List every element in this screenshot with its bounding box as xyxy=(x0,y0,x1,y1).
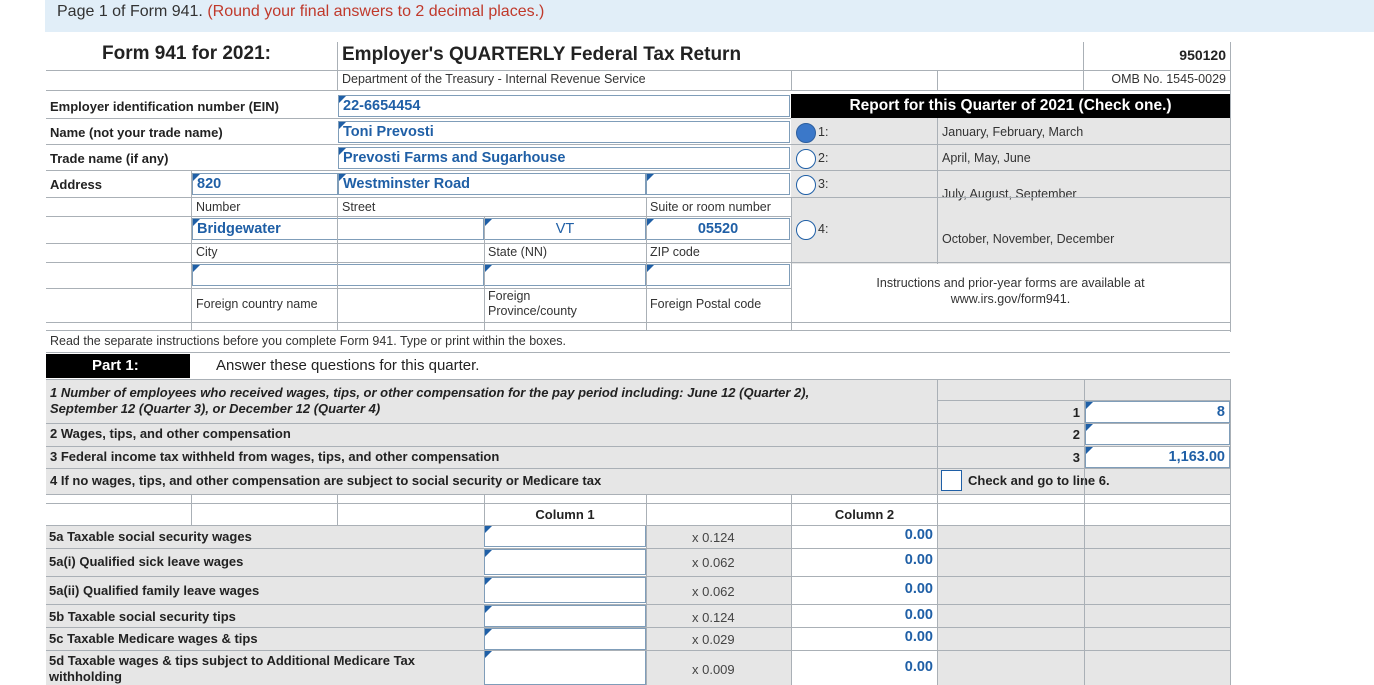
name-label: Name (not your trade name) xyxy=(50,125,223,140)
rule xyxy=(46,243,791,244)
rule xyxy=(46,322,1230,323)
row-5c-label: 5c Taxable Medicare wages & tips xyxy=(49,631,258,646)
foreign-postal-caption: Foreign Postal code xyxy=(650,297,762,311)
rule xyxy=(46,262,1230,263)
zip-field[interactable]: 05520 xyxy=(646,218,790,240)
quarter-1-number: 1: xyxy=(818,125,829,139)
line2-text: 2 Wages, tips, and other compensation xyxy=(50,426,291,441)
row-5ai-column1-field[interactable] xyxy=(484,549,646,575)
part1-label: Part 1: xyxy=(46,354,190,378)
quarter-1-radio[interactable] xyxy=(796,123,816,143)
address-label: Address xyxy=(50,177,103,192)
rule xyxy=(46,423,1230,424)
row-5a-label: 5a Taxable social security wages xyxy=(49,529,252,544)
rule xyxy=(46,525,1230,526)
rule xyxy=(46,118,791,119)
row-5aii-column1-field[interactable] xyxy=(484,577,646,603)
state-caption: State (NN) xyxy=(488,245,548,259)
rule xyxy=(46,70,1230,71)
form-label: Form 941 for 2021: xyxy=(102,43,271,64)
rule xyxy=(1230,379,1231,685)
quarter-3-number: 3: xyxy=(818,177,829,191)
rule xyxy=(46,197,1230,198)
row-5a-column1-field[interactable] xyxy=(484,525,646,547)
rule xyxy=(46,503,1230,504)
suite-field[interactable] xyxy=(646,173,790,195)
rule xyxy=(46,90,1230,91)
suite-caption: Suite or room number xyxy=(650,200,771,214)
rule xyxy=(46,170,1230,171)
ein-field[interactable]: 22-6654454 xyxy=(338,95,790,117)
form-code: 950120 xyxy=(1179,47,1226,63)
rule xyxy=(937,379,938,494)
quarter-2-radio[interactable] xyxy=(796,149,816,169)
instruction-banner xyxy=(45,0,1374,32)
row-5ai-column2-value: 0.00 xyxy=(904,552,933,568)
form-title: Employer's QUARTERLY Federal Tax Return xyxy=(342,44,742,65)
row-5c-multiplier: x 0.029 xyxy=(692,632,735,647)
rule xyxy=(646,197,647,330)
line4-text: 4 If no wages, tips, and other compensation are subject to social security or Medicare tax xyxy=(50,473,602,488)
street-caption: Street xyxy=(342,200,376,214)
row-5b-column2-value: 0.00 xyxy=(904,607,933,623)
line1-text-a: 1 Number of employees who received wages, tips, or other compensation for the pay period including: June 12 (Quarter 2), xyxy=(50,385,810,400)
column2-header: Column 2 xyxy=(834,507,895,522)
foreign-province-field[interactable] xyxy=(484,264,646,286)
line1-number: 1 xyxy=(1072,405,1080,420)
street-field[interactable]: Westminster Road xyxy=(338,173,646,195)
rule xyxy=(191,494,192,525)
row-5a-multiplier: x 0.124 xyxy=(692,530,735,545)
row-5c-column1-field[interactable] xyxy=(484,628,646,650)
city-caption: City xyxy=(196,245,218,259)
trade-name-label: Trade name (if any) xyxy=(50,151,169,166)
rule xyxy=(791,70,792,90)
quarter-3-label: July, August, September xyxy=(942,187,1077,201)
rule xyxy=(191,170,192,330)
instructions-line-1: Instructions and prior-year forms are available at xyxy=(876,276,1145,290)
row-5ai-multiplier: x 0.062 xyxy=(692,555,735,570)
quarter-2-number: 2: xyxy=(818,151,829,165)
row-5a-column2-value: 0.00 xyxy=(904,527,933,543)
city-field[interactable]: Bridgewater xyxy=(192,218,484,240)
row-5aii-label: 5a(ii) Qualified family leave wages xyxy=(49,583,260,598)
foreign-country-field[interactable] xyxy=(192,264,484,286)
row-5d-column2-value: 0.00 xyxy=(904,659,933,675)
row-5b-label: 5b Taxable social security tips xyxy=(49,609,236,624)
omb-number: OMB No. 1545-0029 xyxy=(1111,72,1226,86)
zip-caption: ZIP code xyxy=(650,245,700,259)
rule xyxy=(46,494,1230,495)
line2-wages-field[interactable] xyxy=(1085,423,1230,445)
foreign-postal-field[interactable] xyxy=(646,264,790,286)
rule xyxy=(46,288,791,289)
rule xyxy=(1084,379,1085,494)
rule xyxy=(46,627,1230,628)
row-5d-column1-field[interactable] xyxy=(484,650,646,685)
state-field[interactable]: VT xyxy=(484,218,646,240)
rule xyxy=(646,494,647,685)
row-5aii-column2-value: 0.00 xyxy=(904,581,933,597)
instruction-text: Page 1 of Form 941. xyxy=(57,3,203,20)
line3-number: 3 xyxy=(1072,450,1080,465)
rule xyxy=(46,216,791,217)
rule xyxy=(484,216,485,330)
rule xyxy=(46,604,1230,605)
rule xyxy=(1230,42,1231,332)
rule xyxy=(791,494,792,685)
quarter-4-label: October, November, December xyxy=(942,232,1115,246)
rule xyxy=(1083,42,1084,90)
rule xyxy=(484,494,485,525)
line2-number: 2 xyxy=(1072,427,1080,442)
department-line: Department of the Treasury - Internal Revenue Service xyxy=(342,72,646,86)
row-5d-label: 5d Taxable wages & tips subject to Additional Medicare Tax withholding xyxy=(49,653,416,684)
row-5ai-label: 5a(i) Qualified sick leave wages xyxy=(49,554,244,569)
rule xyxy=(46,352,1230,353)
quarter-3-radio[interactable] xyxy=(796,175,816,195)
line4-check-label: Check and go to line 6. xyxy=(968,473,1110,488)
row-5b-column1-field[interactable] xyxy=(484,605,646,627)
quarter-1-label: January, February, March xyxy=(942,125,1084,139)
rule xyxy=(46,379,1230,380)
rule xyxy=(791,197,792,330)
rule xyxy=(46,548,1230,549)
quarter-4-number: 4: xyxy=(818,222,829,236)
foreign-province-caption: Foreign Province/county xyxy=(488,289,577,318)
instructions-line-2: www.irs.gov/form941. xyxy=(950,292,1071,306)
rule xyxy=(46,330,1230,331)
number-caption: Number xyxy=(196,200,241,214)
rule xyxy=(337,494,338,525)
foreign-country-caption: Foreign country name xyxy=(196,297,318,311)
rule xyxy=(46,144,1230,145)
ein-label: Employer identification number (EIN) xyxy=(50,99,279,114)
rule xyxy=(46,468,1230,469)
address-number-field[interactable]: 820 xyxy=(192,173,338,195)
trade-name-field[interactable]: Prevosti Farms and Sugarhouse xyxy=(338,147,790,169)
line4-checkbox[interactable] xyxy=(941,470,962,491)
name-field[interactable]: Toni Prevosti xyxy=(338,121,790,143)
rule xyxy=(937,70,938,90)
row-5d-multiplier: x 0.009 xyxy=(692,662,735,677)
rule xyxy=(1084,494,1085,685)
part1-title: Answer these questions for this quarter. xyxy=(216,357,480,374)
rule xyxy=(937,118,938,264)
rule xyxy=(337,42,338,90)
line3-withheld-field[interactable]: 1,163.00 xyxy=(1085,446,1230,468)
rule xyxy=(46,576,1230,577)
rounding-note: (Round your final answers to 2 decimal places.) xyxy=(207,3,545,20)
row-5b-multiplier: x 0.124 xyxy=(692,610,735,625)
read-note: Read the separate instructions before you complete Form 941. Type or print within the boxes. xyxy=(50,334,567,348)
rule xyxy=(937,494,938,685)
row-5c-column2-value: 0.00 xyxy=(904,629,933,645)
column1-header: Column 1 xyxy=(535,507,595,522)
rule xyxy=(337,197,338,330)
line1-employees-field[interactable]: 8 xyxy=(1085,401,1230,423)
rule xyxy=(46,650,1230,651)
line1-text-b: September 12 (Quarter 3), or December 12 (Quarter 4) xyxy=(50,401,381,416)
quarter-4-radio[interactable] xyxy=(796,220,816,240)
rule xyxy=(46,446,1230,447)
row-5aii-multiplier: x 0.062 xyxy=(692,584,735,599)
table5-mult-bg xyxy=(646,525,791,685)
line3-text: 3 Federal income tax withheld from wages, tips, and other compensation xyxy=(50,449,500,464)
quarter-2-label: April, May, June xyxy=(942,151,1031,165)
report-heading: Report for this Quarter of 2021 (Check one.) xyxy=(791,94,1230,118)
